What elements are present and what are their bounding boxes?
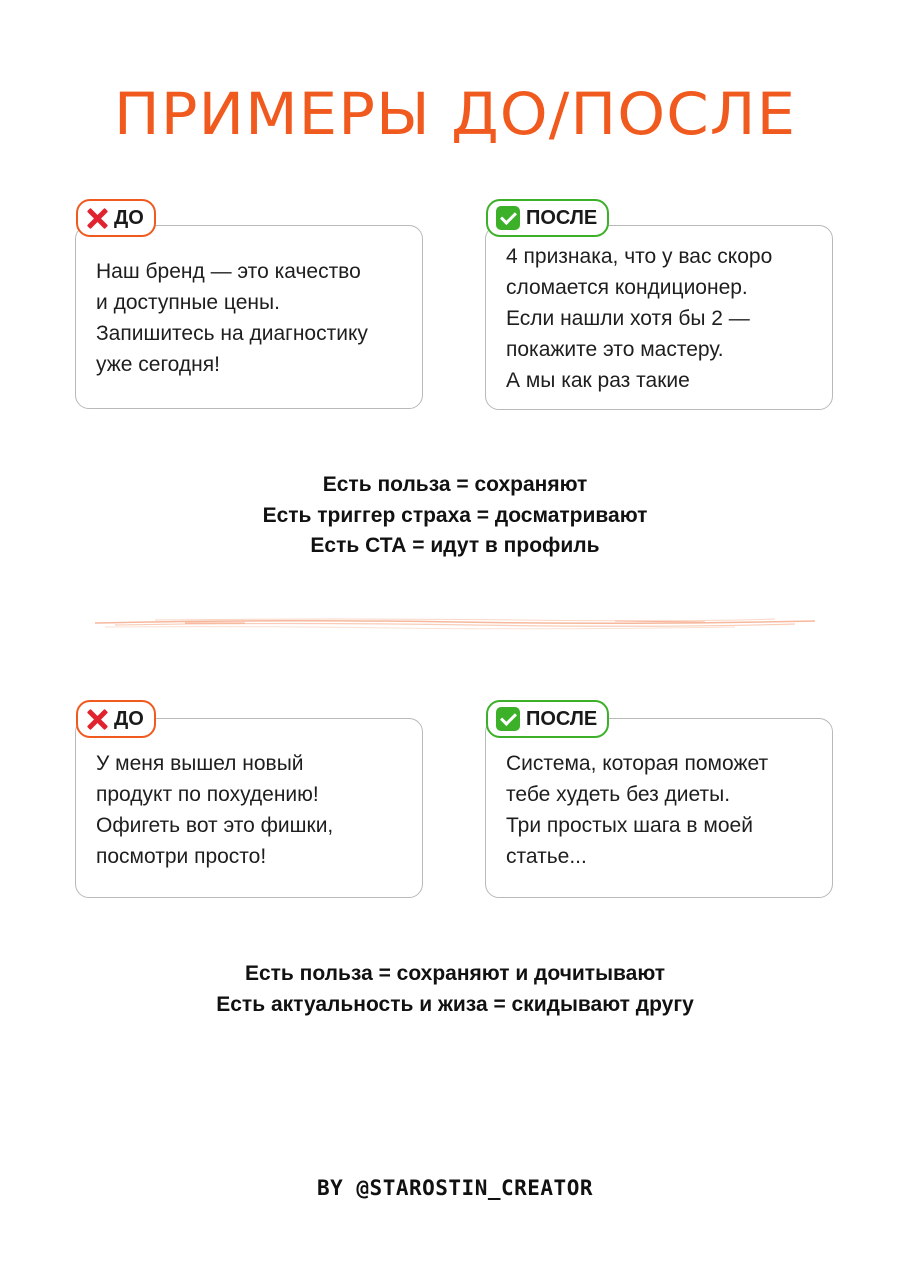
after-card-text: 4 признака, что у вас скоро сломается кондиционер. Если нашли хотя бы 2 — покажите это мастеру. А мы как раз такие [506,245,773,392]
conclusion-line: Есть триггер страха = досматривают [262,503,648,527]
after-badge-label: ПОСЛЕ [526,206,598,229]
author-credit: BY @STAROSTIN_CREATOR [316,1176,593,1200]
before-card-text: У меня вышел новый продукт по похудению! Офигеть вот это фишки, посмотри просто! [96,752,334,868]
cross-mark-icon [86,708,108,730]
brush-divider [95,612,815,634]
conclusion-line: Есть польза = сохраняют [322,473,588,496]
before-card [75,225,423,409]
conclusion-line: Есть СТА = идут в профиль [310,534,600,557]
before-card [75,718,423,898]
conclusions-1 [0,470,910,562]
before-badge-label: ДО [114,707,144,730]
before-badge [76,700,156,738]
after-badge [486,199,609,237]
after-badge-label: ПОСЛЕ [526,707,598,730]
check-mark-icon [496,206,520,230]
after-card-text: Система, которая поможет тебе худеть без диеты. Три простых шага в моей статье... [506,752,769,868]
after-badge [486,700,609,738]
page-title: ПРИМЕРЫ ДО/ПОСЛЕ [113,80,797,148]
after-card [485,225,833,410]
before-badge-label: ДО [114,206,144,229]
conclusion-line: Есть польза = сохраняют и дочитывают [244,962,666,985]
check-mark-icon [496,707,520,731]
after-card [485,718,833,898]
conclusions-2 [0,959,910,1020]
cross-mark-icon [86,207,108,229]
before-badge [76,199,156,237]
before-card-text: Наш бренд — это качество и доступные цены. Запишитесь на диагностику уже сегодня! [96,260,368,376]
conclusion-line: Есть актуальность и жиза = скидывают другу [216,992,694,1016]
